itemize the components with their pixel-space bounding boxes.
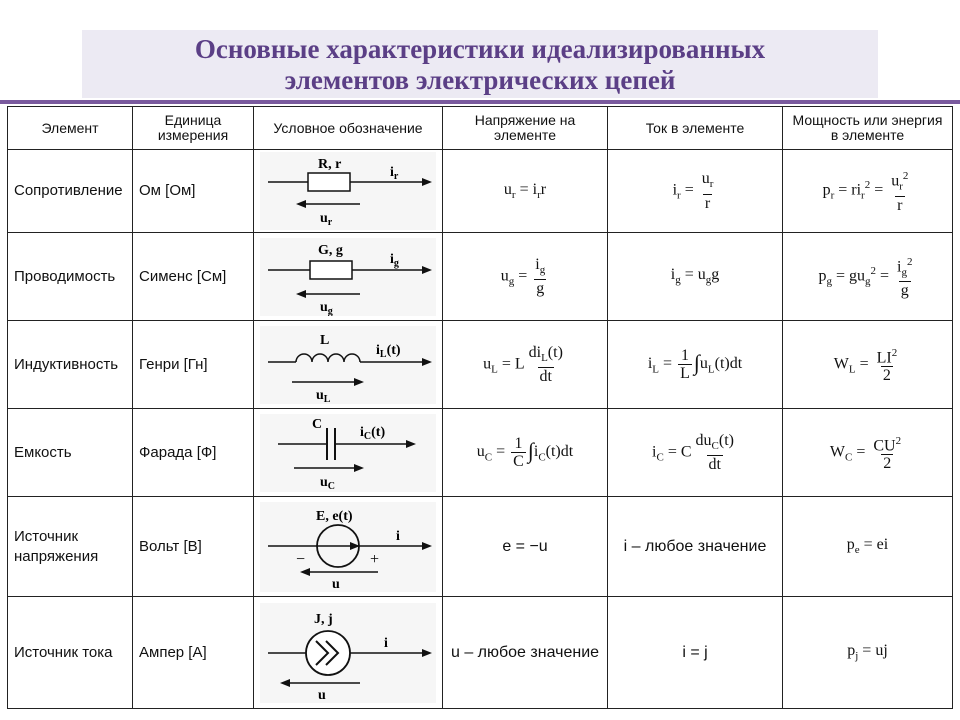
element-name: Сопротивление	[8, 150, 133, 233]
symbol-cell	[254, 233, 443, 321]
power-formula: $W_L$ = $\frac{LI^2}{2}$	[783, 321, 953, 409]
minus-sign: −	[296, 550, 306, 568]
symbol-top-label: C	[312, 416, 323, 432]
element-name: Индуктивность	[8, 321, 133, 409]
power-formula-rhs: = ei	[863, 536, 889, 554]
element-unit: Ом [Ом]	[133, 150, 254, 233]
page-title	[82, 34, 878, 96]
voltage-formula: e = −u	[443, 497, 608, 597]
current-label: i	[390, 251, 394, 267]
table-row	[8, 321, 953, 409]
current-subscript: r	[393, 171, 399, 182]
voltage-formula: $u_g$ = $\frac{i_g}{g}$	[443, 233, 608, 321]
voltage-label: u	[332, 576, 340, 592]
title-line-2: элементов электрических цепей	[284, 65, 676, 95]
current-formula: i = j	[608, 597, 783, 709]
svg-text:uL	[316, 388, 331, 404]
current-source-symbol	[260, 603, 437, 703]
svg-text:uC	[320, 475, 335, 492]
symbol-cell	[254, 321, 443, 409]
table-row	[8, 497, 953, 597]
power-formula: $p_e$ = ei	[783, 497, 953, 597]
voltage-subscript: C	[327, 480, 336, 492]
current-subscript: g	[393, 257, 399, 269]
element-name: Проводимость	[8, 233, 133, 321]
voltage-formula: u – любое значение	[443, 597, 608, 709]
element-name: Источник напряжения	[8, 497, 133, 597]
current-formula: i – любое значение	[608, 497, 783, 597]
power-formula: $p_j$ = uj	[783, 597, 953, 709]
current-formula: $i_g = u_gg$	[608, 233, 783, 321]
power-formula: $p_g = gu_g^2$ = $\frac{i_g^2}{g}$	[783, 233, 953, 321]
symbol-top-label: R, r	[318, 157, 342, 172]
resistor-symbol	[260, 152, 437, 230]
current-formula: $i_C = C$ $\frac{du_C(t)}{dt}$	[608, 409, 783, 497]
current-subscript: L	[379, 348, 387, 360]
table-row	[8, 597, 953, 709]
current-tail: (t)	[371, 424, 386, 440]
header-symbol: Условное обозначение	[254, 107, 443, 150]
voltage-label: u	[316, 387, 324, 403]
characteristics-table	[7, 106, 953, 709]
voltage-formula: $u_L = L$ $\frac{di_L(t)}{dt}$	[443, 321, 608, 409]
symbol-top-label: E, e(t)	[316, 508, 353, 524]
voltage-formula: $u_C$ = $\frac{1}{C}$ $\int i_C(t)dt$	[443, 409, 608, 497]
element-name: Источник тока	[8, 597, 133, 709]
current-label: i	[376, 342, 380, 358]
current-label: i	[390, 165, 394, 180]
current-label: i	[396, 528, 400, 544]
current-label: i	[384, 635, 388, 651]
header-voltage: Напряжение на элементе	[443, 107, 608, 150]
symbol-top-label: G, g	[318, 242, 343, 258]
current-tail: (t)	[386, 342, 401, 358]
plus-sign: +	[370, 550, 380, 568]
inductor-symbol	[260, 326, 437, 404]
svg-text:ir	[390, 165, 399, 182]
symbol-cell	[254, 150, 443, 233]
symbol-cell	[254, 409, 443, 497]
element-unit: Вольт [В]	[133, 497, 254, 597]
table-row	[8, 233, 953, 321]
svg-text:ug	[320, 300, 333, 316]
header-current: Ток в элементе	[608, 107, 783, 150]
svg-text:ur	[320, 211, 333, 228]
header-power: Мощность или энергия в элементе	[783, 107, 953, 150]
voltage-formula: $u_r = i_rr$	[443, 150, 608, 233]
power-formula-rhs: = uj	[862, 642, 888, 660]
voltage-source-symbol	[260, 502, 437, 592]
capacitor-symbol	[260, 414, 437, 492]
symbol-cell	[254, 497, 443, 597]
svg-text:iL(t)	[376, 343, 401, 360]
voltage-label: u	[320, 474, 328, 490]
table-row	[8, 409, 953, 497]
svg-text:iC(t)	[360, 425, 385, 442]
element-unit: Генри [Гн]	[133, 321, 254, 409]
symbol-top-label: L	[320, 332, 330, 348]
power-formula: $W_C$ = $\frac{CU^2}{2}$	[783, 409, 953, 497]
element-unit: Ампер [А]	[133, 597, 254, 709]
voltage-label: u	[320, 211, 328, 226]
element-unit: Фарада [Ф]	[133, 409, 254, 497]
power-formula: $p_r = ri_r^2$ = $\frac{u_r^2}{r}$	[783, 150, 953, 233]
svg-text:ig	[390, 252, 399, 269]
header-unit: Единица измерения	[133, 107, 254, 150]
title-line-1: Основные характеристики идеализированных	[194, 34, 766, 64]
voltage-subscript: r	[327, 217, 333, 228]
voltage-subscript: g	[327, 305, 333, 316]
title-rule	[0, 100, 960, 104]
current-formula: $i_r$ = $\frac{u_r}{r}$	[608, 150, 783, 233]
element-unit: Сименс [См]	[133, 233, 254, 321]
conductance-symbol	[260, 238, 437, 316]
current-subscript: C	[363, 430, 372, 442]
element-name: Емкость	[8, 409, 133, 497]
symbol-top-label: J, j	[314, 611, 333, 627]
current-label: i	[360, 424, 364, 440]
header-row	[8, 107, 953, 150]
symbol-cell	[254, 597, 443, 709]
voltage-subscript: L	[323, 393, 331, 404]
voltage-label: u	[318, 687, 326, 703]
current-formula: $i_L$ = $\frac{1}{L}$ $\int u_L(t)dt$	[608, 321, 783, 409]
table-row	[8, 150, 953, 233]
voltage-label: u	[320, 299, 328, 315]
header-element: Элемент	[8, 107, 133, 150]
